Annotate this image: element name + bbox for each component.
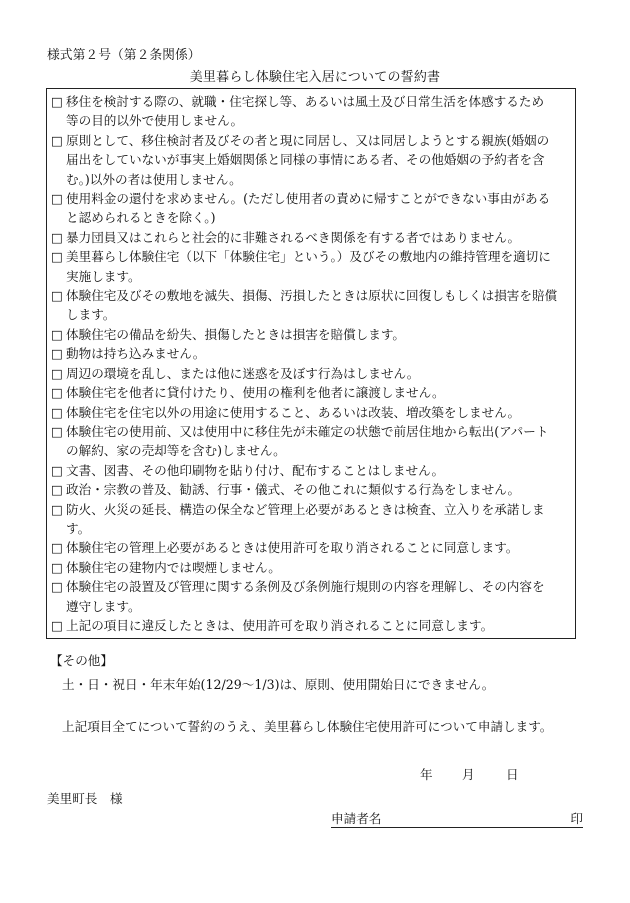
pledge-item-text: 等の目的以外で使用しません。: [66, 113, 244, 129]
date-month: 月: [462, 767, 475, 782]
pledge-item-text: 体験住宅の使用前、又は使用中に移住先が未確定の状態で前居住地から転出(アパート: [66, 423, 549, 439]
pledge-item-text: 文書、図書、その他印刷物を貼り付け、配布することはしません。: [66, 462, 445, 478]
pledge-item-text: 防火、火災の延長、構造の保全など管理上必要があるときは検査、立入りを承諾しま: [66, 501, 545, 517]
pledge-item-text: します。: [66, 307, 116, 323]
checkbox-icon[interactable]: □: [51, 462, 63, 478]
pledge-item: [51, 247, 571, 286]
checkbox-icon[interactable]: □: [51, 559, 63, 575]
checkbox-icon[interactable]: □: [51, 579, 63, 595]
form-number-label: 様式第２号（第２条関係）: [47, 48, 201, 63]
pledge-item: [51, 616, 571, 635]
pledge-item: [51, 403, 571, 422]
pledge-item-text: 遵守します。: [66, 598, 141, 614]
pledge-item-text: 移住を検討する際の、就職・住宅探し等、あるいは風土及び日常生活を体感するため: [66, 94, 545, 109]
checkbox-icon[interactable]: □: [51, 365, 63, 381]
pledge-item: [51, 480, 571, 499]
pledge-item: [51, 189, 571, 228]
checkbox-icon[interactable]: □: [51, 288, 63, 304]
pledge-item-text: す。: [66, 520, 91, 536]
checkbox-icon[interactable]: □: [51, 326, 63, 342]
pledge-item: [51, 500, 571, 539]
pledge-item-text: 上記の項目に違反したときは、使用許可を取り消されることに同意します。: [66, 617, 494, 633]
pledge-item-text: 実施します。: [66, 268, 141, 284]
pledge-item: [51, 383, 571, 402]
pledge-item: [51, 461, 571, 480]
checkbox-icon[interactable]: □: [51, 482, 63, 498]
pledge-item-text: 政治・宗教の普及、勧誘、行事・儀式、その他これに類似する行為をしません。: [66, 482, 521, 498]
checkbox-icon[interactable]: □: [51, 617, 63, 633]
pledge-item-text: 暴力団員又はこれらと社会的に非難されるべき関係を有する者ではありません。: [66, 229, 521, 245]
pledge-item-text: む。)以外の者は使用しません。: [66, 171, 242, 187]
pledge-item: [51, 228, 571, 247]
checkbox-icon[interactable]: □: [51, 404, 63, 420]
document-title: 美里暮らし体験住宅入居についての誓約書: [189, 70, 441, 85]
pledge-item: [51, 344, 571, 363]
pledge-items-box: [46, 88, 576, 639]
applicant-name-label: 申請者名: [331, 811, 382, 826]
pledge-item-text: 使用料金の還付を求めません。(ただし使用者の責めに帰すことができない事由がある: [66, 191, 551, 207]
pledge-item-text: 体験住宅の設置及び管理に関する条例及び条例施行規則の内容を理解し、その内容を: [66, 579, 545, 595]
date-day: 日: [506, 767, 519, 782]
pledge-item-text: 美里暮らし体験住宅（以下「体験住宅」という。）及びその敷地内の維持管理を適切に: [66, 249, 551, 265]
pledge-item: [51, 364, 571, 383]
checkbox-icon[interactable]: □: [51, 94, 63, 109]
addressee: 美里町長 様: [47, 791, 123, 806]
pledge-item-text: 体験住宅及びその敷地を滅失、損傷、汚損したときは原状に回復しもしくは損害を賠償: [66, 288, 558, 304]
checkbox-icon[interactable]: □: [51, 346, 63, 362]
pledge-item: [51, 422, 571, 461]
seal-mark: 印: [570, 811, 583, 826]
checkbox-icon[interactable]: □: [51, 423, 63, 439]
pledge-item: [51, 286, 571, 325]
checkbox-icon[interactable]: □: [51, 132, 63, 148]
other-note: 土・日・祝日・年末年始(12/29～1/3)は、原則、使用開始日にできません。: [62, 677, 495, 692]
pledge-item: [51, 131, 571, 189]
pledge-item-text: 原則として、移住検討者及びその者と現に同居し、又は同居しようとする親族(婚姻の: [66, 132, 550, 148]
pledge-item: [51, 92, 571, 131]
pledge-item-text: 届出をしていないが事実上婚姻関係と同様の事情にある者、その他婚姻の予約者を含: [66, 152, 545, 168]
date-year: 年: [420, 767, 433, 782]
closing-statement: 上記項目全てについて誓約のうえ、美里暮らし体験住宅使用許可について申請します。: [62, 719, 553, 734]
checkbox-icon[interactable]: □: [51, 385, 63, 401]
checkbox-icon[interactable]: □: [51, 540, 63, 556]
other-heading: 【その他】: [50, 653, 113, 668]
checkbox-icon[interactable]: □: [51, 501, 63, 517]
pledge-item-text: 体験住宅を住宅以外の用途に使用すること、あるいは改装、増改築をしません。: [66, 404, 521, 420]
pledge-item: [51, 577, 571, 616]
pledge-item-text: の解約、家の売却等を含む)しません。: [66, 443, 286, 459]
checkbox-icon[interactable]: □: [51, 229, 63, 245]
pledge-item-text: と認められるときを除く。): [66, 210, 216, 226]
pledge-item: [51, 325, 571, 344]
applicant-signature-line[interactable]: [331, 810, 583, 828]
pledge-item-text: 周辺の環境を乱し、または他に迷惑を及ぼす行為はしません。: [66, 365, 420, 381]
checkbox-icon[interactable]: □: [51, 249, 63, 265]
pledge-item: [51, 558, 571, 577]
pledge-item-text: 体験住宅を他者に貸付けたり、使用の権利を他者に譲渡しません。: [66, 385, 445, 401]
checkbox-icon[interactable]: □: [51, 191, 63, 207]
pledge-item-text: 体験住宅の建物内では喫煙しません。: [66, 559, 281, 575]
pledge-item-text: 動物は持ち込みません。: [66, 346, 206, 362]
pledge-item-text: 体験住宅の備品を紛失、損傷したときは損害を賠償します。: [66, 326, 406, 342]
pledge-item-text: 体験住宅の管理上必要があるときは使用許可を取り消されることに同意します。: [66, 540, 519, 556]
pledge-item: [51, 538, 571, 557]
